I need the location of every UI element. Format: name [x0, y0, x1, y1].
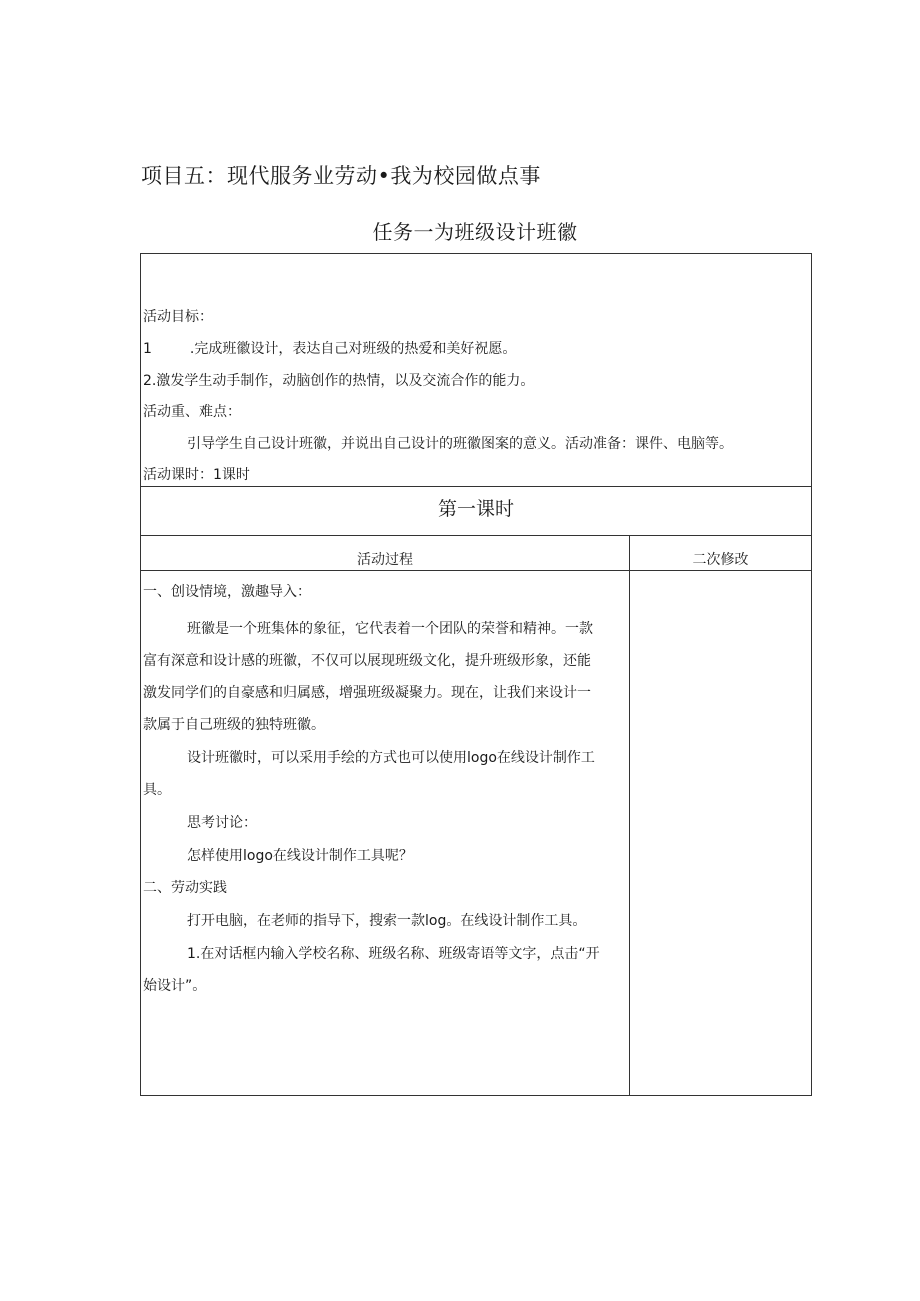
- objective-item-1-number: 1: [143, 341, 152, 357]
- objective-item-1: [143, 340, 516, 358]
- section-2-title: 二、劳动实践: [143, 880, 227, 896]
- step-1-line-2: 始设计”。: [143, 978, 207, 994]
- step-1-line-1: 1.在对话框内输入学校名称、班级名称、班级寄语等文字，点击“开: [187, 946, 600, 962]
- revision-cell: [630, 571, 811, 1095]
- paragraph-3: 打开电脑，在老师的指导下，搜索一款log。在线设计制作工具。: [187, 913, 587, 929]
- paragraph-1-line-4: 款属于自己班级的独特班徽。: [143, 717, 325, 733]
- row-divider: [141, 486, 811, 487]
- task-title: 任务一为班级设计班徽: [372, 220, 578, 244]
- column-header-process: 活动过程: [357, 552, 413, 568]
- focus-text: 引导学生自己设计班徽，并说出自己设计的班徽图案的意义。活动准备：课件、电脑等。: [187, 436, 733, 452]
- lesson-title: 第一课时: [437, 498, 514, 520]
- objectives-label: 活动目标：: [143, 309, 213, 325]
- discussion-label: 思考讨论：: [187, 815, 257, 831]
- paragraph-1-line-2: 富有深意和设计感的班徽，不仅可以展现班级文化，提升班级形象，还能: [143, 653, 591, 669]
- objective-item-2: 2.激发学生动手制作，动脑创作的热情，以及交流合作的能力。: [143, 373, 535, 389]
- document-title: 项目五：现代服务业劳动•我为校园做点事: [141, 164, 541, 188]
- focus-label: 活动重、难点：: [143, 404, 241, 420]
- lesson-plan-table: [140, 253, 812, 1096]
- paragraph-1-line-3: 激发同学们的自豪感和归属感，增强班级凝聚力。现在，让我们来设计一: [143, 685, 591, 701]
- paragraph-2-line-2: 具。: [143, 782, 171, 798]
- objective-item-1-text: .完成班徽设计，表达自己对班级的热爱和美好祝愿。: [189, 341, 517, 357]
- row-divider: [141, 535, 811, 536]
- discussion-question: 怎样使用logo在线设计制作工具呢？: [187, 848, 413, 864]
- section-1-title: 一、创设情境，激趣导入：: [143, 584, 311, 600]
- paragraph-1-line-1: 班徽是一个班集体的象征，它代表着一个团队的荣誉和精神。一款: [187, 621, 593, 637]
- duration-text: 活动课时：1课时: [143, 467, 250, 483]
- paragraph-2-line-1: 设计班徽时，可以采用手绘的方式也可以使用logo在线设计制作工: [187, 750, 595, 766]
- column-header-revision: 二次修改: [692, 552, 749, 568]
